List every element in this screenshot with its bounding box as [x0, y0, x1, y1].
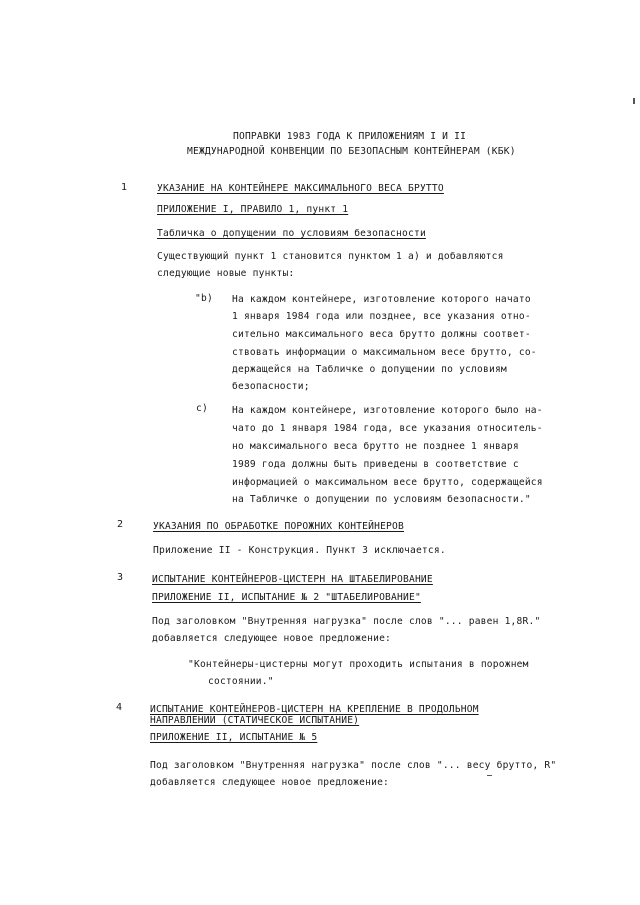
paragraph-line: Приложение II - Конструкция. Пункт 3 исключается. — [153, 545, 446, 556]
section-heading: ПРИЛОЖЕНИЕ II, ИСПЫТАНИЕ № 5 — [150, 732, 318, 743]
section-heading: УКАЗАНИЯ ПО ОБРАБОТКЕ ПОРОЖНИХ КОНТЕЙНЕРОВ — [153, 521, 404, 532]
paragraph-line: Под заголовком "Внутренняя нагрузка" после слов "... весу брутто, R" — [150, 760, 557, 771]
section-number: 2 — [117, 519, 124, 530]
section-number: 1 — [121, 182, 128, 193]
section-number: 3 — [117, 572, 124, 583]
list-item-line: чато до 1 января 1984 года, все указания относитель- — [232, 423, 543, 434]
list-item-line: держащейся на Табличке о допущении по условиям — [232, 364, 507, 375]
list-item-line: 1989 года должны быть приведены в соответствие с — [232, 459, 519, 470]
list-item-label: c) — [196, 403, 208, 414]
list-item-line: 1 января 1984 года или позднее, все указания отно- — [232, 311, 531, 322]
section-number: 4 — [116, 702, 123, 713]
list-item-line: На каждом контейнере, изготовление которого было на- — [232, 405, 543, 416]
section-heading: ПРИЛОЖЕНИЕ II, ИСПЫТАНИЕ № 2 "ШТАБЕЛИРОВАНИЕ" — [152, 592, 421, 603]
list-item-line: информацией о максимальном весе брутто, содержащейся — [232, 477, 543, 488]
list-item-line: на Табличке о допущении по условиям безопасности." — [232, 494, 531, 505]
section-subheading: Табличка о допущении по условиям безопасности — [157, 228, 426, 239]
section-heading: ИСПЫТАНИЕ КОНТЕЙНЕРОВ-ЦИСТЕРН НА КРЕПЛЕНИЕ В ПРОДОЛЬНОМ — [150, 704, 479, 715]
paragraph-line: Под заголовком "Внутренняя нагрузка" после слов "... равен 1,8R." — [152, 616, 541, 627]
paragraph-line: добавляется следующее новое предложение: — [152, 633, 392, 644]
paragraph-line: добавляется следующее новое предложение: — [150, 777, 390, 788]
list-item-label: "b) — [195, 293, 213, 304]
list-item-line: сительно максимального веса брутто должны соответ- — [232, 329, 531, 340]
quote-line: "Контейнеры-цистерны могут проходить испытания в порожнем — [188, 659, 529, 670]
quote-line: состоянии." — [208, 676, 274, 687]
section-heading: НАПРАВЛЕНИИ (СТАТИЧЕСКОЕ ИСПЫТАНИЕ) — [150, 715, 360, 726]
list-item-line: ствовать информации о максимальном весе брутто, со- — [232, 347, 537, 358]
list-item-line: На каждом контейнере, изготовление которого начато — [232, 294, 531, 305]
title-line-1: ПОПРАВКИ 1983 ГОДА К ПРИЛОЖЕНИЯМ I И II — [233, 131, 467, 142]
section-heading: ИСПЫТАНИЕ КОНТЕЙНЕРОВ-ЦИСТЕРН НА ШТАБЕЛИРОВАНИЕ — [152, 574, 433, 585]
scan-speck — [487, 775, 492, 776]
section-heading: ПРИЛОЖЕНИЕ I, ПРАВИЛО 1, пункт 1 — [157, 204, 349, 215]
section-heading: УКАЗАНИЕ НА КОНТЕЙНЕРЕ МАКСИМАЛЬНОГО ВЕСА БРУТТО — [157, 183, 444, 194]
paragraph-line: Существующий пункт 1 становится пунктом 1 а) и добавляются — [157, 251, 504, 262]
paragraph-line: следующие новые пункты: — [157, 268, 295, 279]
title-line-2: МЕЖДУНАРОДНОЙ КОНВЕНЦИИ ПО БЕЗОПАСНЫМ КОНТЕЙНЕРАМ (КБК) — [187, 146, 516, 157]
list-item-line: но максимального веса брутто не позднее 1 января — [232, 441, 519, 452]
scan-speck — [633, 98, 635, 104]
list-item-line: безопасности; — [232, 381, 310, 392]
